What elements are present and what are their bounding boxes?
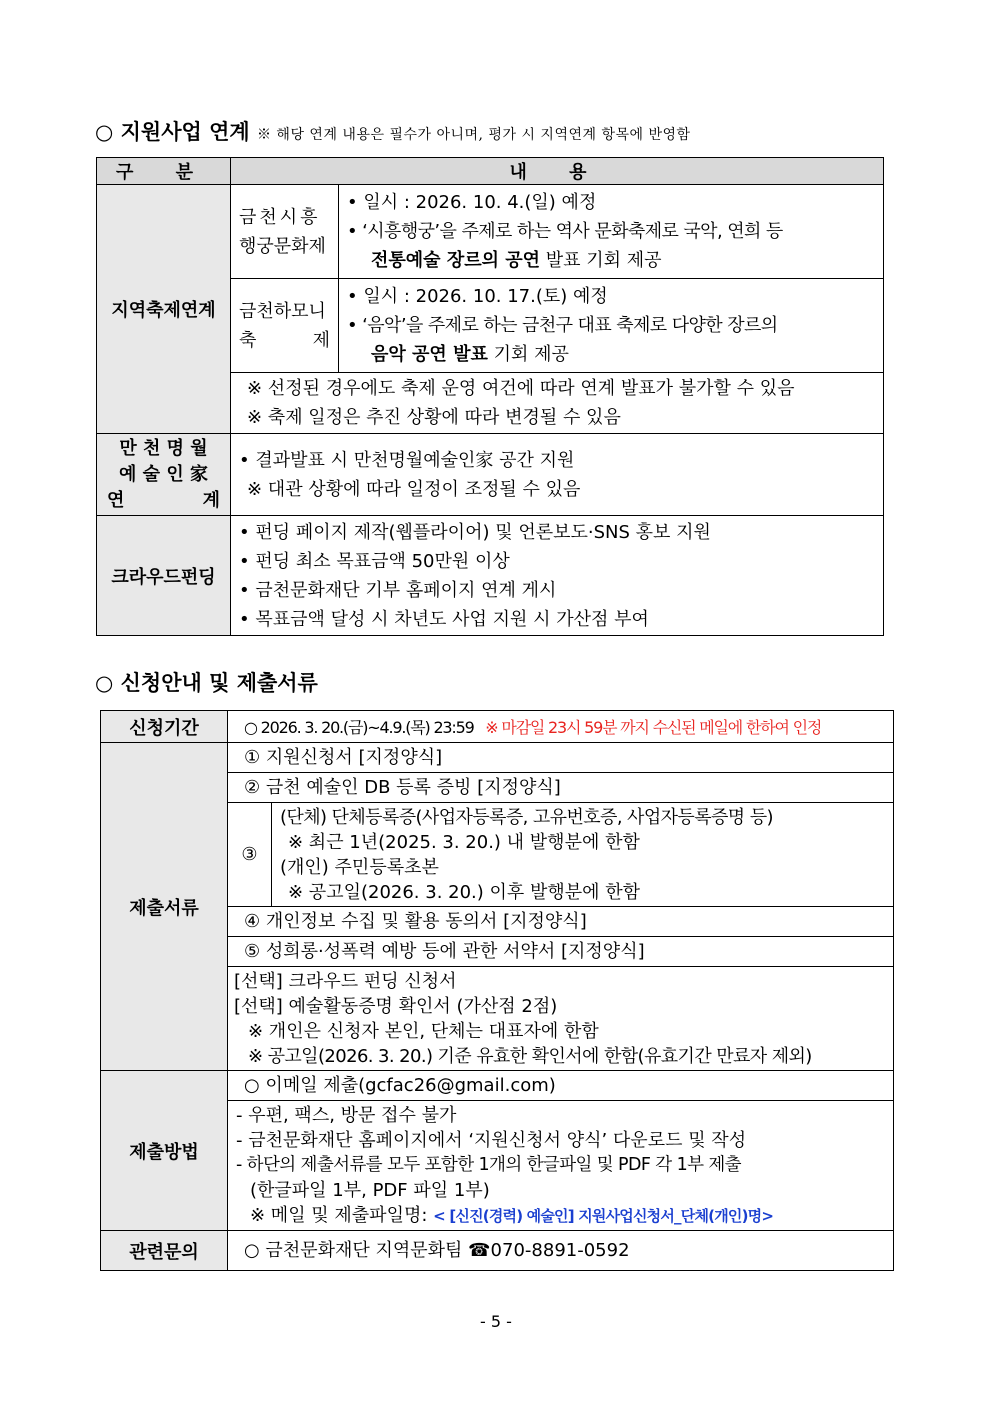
page-number: - 5 - — [480, 1312, 512, 1331]
sihung-festival-details: • 일시 : 2026. 10. 4.(일) 예정 • ‘시흥행궁’을 주제로 하는 역사 문화축제로 국악, 연희 등 전통예술 장르의 공연 발표 기회 제공 — [339, 185, 884, 279]
method-details: - 우편, 팩스, 방문 접수 불가 - 금천문화재단 홈페이지에서 ‘지원신청서 양식’ 다운로드 및 작성 - 하단의 제출서류를 모두 포함한 1개의 한글파일 및 PDF 각 1부 제출 (한글파일 1부, PDF 파일 1부) ※ 메일 및 제출파일명: < [신진(경력) 예술인] 지원사업신청서_단체(개인)명> — [228, 1101, 894, 1231]
contact-category: 관련문의 — [101, 1231, 228, 1271]
doc-item-1: ① 지원신청서 [지정양식] — [228, 743, 894, 773]
col-header-category: 구 분 — [97, 158, 231, 185]
circle-bullet-icon: ○ — [95, 120, 114, 144]
doc-item-3-details: (단체) 단체등록증(사업자등록증, 고유번호증, 사업자등록증명 등) ※ 최근 1년(2025. 3. 20.) 내 발행분에 한함 (개인) 주민등록초본 ※ 공고일(2026. 3. 20.) 이후 발행분에 한함 — [272, 803, 894, 907]
period-value: ○ 2026. 3. 20.(금)~4.9.(목) 23:59 ※ 마감일 23시 59분 까지 수신된 메일에 한하여 인정 — [228, 711, 894, 743]
period-category: 신청기간 — [101, 711, 228, 743]
sihung-festival-name: 금천시흥 행궁문화제 — [231, 185, 339, 279]
doc-item-5: ⑤ 성희롱·성폭력 예방 등에 관한 서약서 [지정양식] — [228, 937, 894, 967]
doc-item-4: ④ 개인정보 수집 및 활용 동의서 [지정양식] — [228, 907, 894, 937]
optional-docs: [선택] 크라우드 펀딩 신청서 [선택] 예술활동증명 확인서 (가산점 2점) ※ 개인은 신청자 본인, 단체는 대표자에 한함 ※ 공고일(2026. 3. 20.) 기준 유효한 확인서에 한함(유효기간 만료자 제외) — [228, 967, 894, 1071]
email-submission: ○ 이메일 제출(gcfac26@gmail.com) — [228, 1071, 894, 1101]
festival-category: 지역축제연계 — [97, 185, 231, 434]
mancheon-category: 만 천 명 월 예 술 인 家 연 계 — [97, 434, 231, 516]
docs-category: 제출서류 — [101, 743, 228, 1071]
doc-item-3-number: ③ — [228, 803, 272, 907]
hamoni-festival-details: • 일시 : 2026. 10. 17.(토) 예정 • ‘음악’을 주제로 하는 금천구 대표 축제로 다양한 장르의 음악 공연 발표 기회 제공 — [339, 279, 884, 373]
mancheon-details: • 결과발표 시 만천명월예술인家 공간 지원 ※ 대관 상황에 따라 일정이 조정될 수 있음 — [231, 434, 884, 516]
submission-filename: < [신진(경력) 예술인] 지원사업신청서_단체(개인)명> — [433, 1206, 774, 1225]
contact-value: ○ 금천문화재단 지역문화팀 ☎070-8891-0592 — [228, 1231, 894, 1271]
method-category: 제출방법 — [101, 1071, 228, 1231]
col-header-content: 내 용 — [231, 158, 884, 185]
crowdfunding-category: 크라우드펀딩 — [97, 516, 231, 636]
deadline-note: ※ 마감일 23시 59분 까지 수신된 메일에 한하여 인정 — [485, 718, 822, 737]
section-2-title: ○ 신청안내 및 제출서류 — [95, 670, 318, 695]
crowdfunding-details: • 펀딩 페이지 제작(웹플라이어) 및 언론보도·SNS 홍보 지원 • 펀딩 최소 목표금액 50만원 이상 • 금천문화재단 기부 홈페이지 연계 게시 • 목표금액 달성 시 차년도 사업 지원 시 가산점 부여 — [231, 516, 884, 636]
support-linkage-table — [96, 157, 884, 636]
section-1-note: ※ 해당 연계 내용은 필수가 아니며, 평가 시 지역연계 항목에 반영함 — [256, 127, 691, 143]
festival-notes: ※ 선정된 경우에도 축제 운영 여건에 따라 연계 발표가 불가할 수 있음 ※ 축제 일정은 추진 상황에 따라 변경될 수 있음 — [231, 373, 884, 434]
section-1-title: ○ 지원사업 연계 ※ 해당 연계 내용은 필수가 아니며, 평가 시 지역연계 항목에 반영함 — [95, 119, 691, 144]
circle-bullet-icon: ○ — [95, 671, 114, 695]
hamoni-festival-name: 금천하모니 축 제 — [231, 279, 339, 373]
application-guide-table — [100, 710, 894, 1271]
doc-item-2: ② 금천 예술인 DB 등록 증빙 [지정양식] — [228, 773, 894, 803]
